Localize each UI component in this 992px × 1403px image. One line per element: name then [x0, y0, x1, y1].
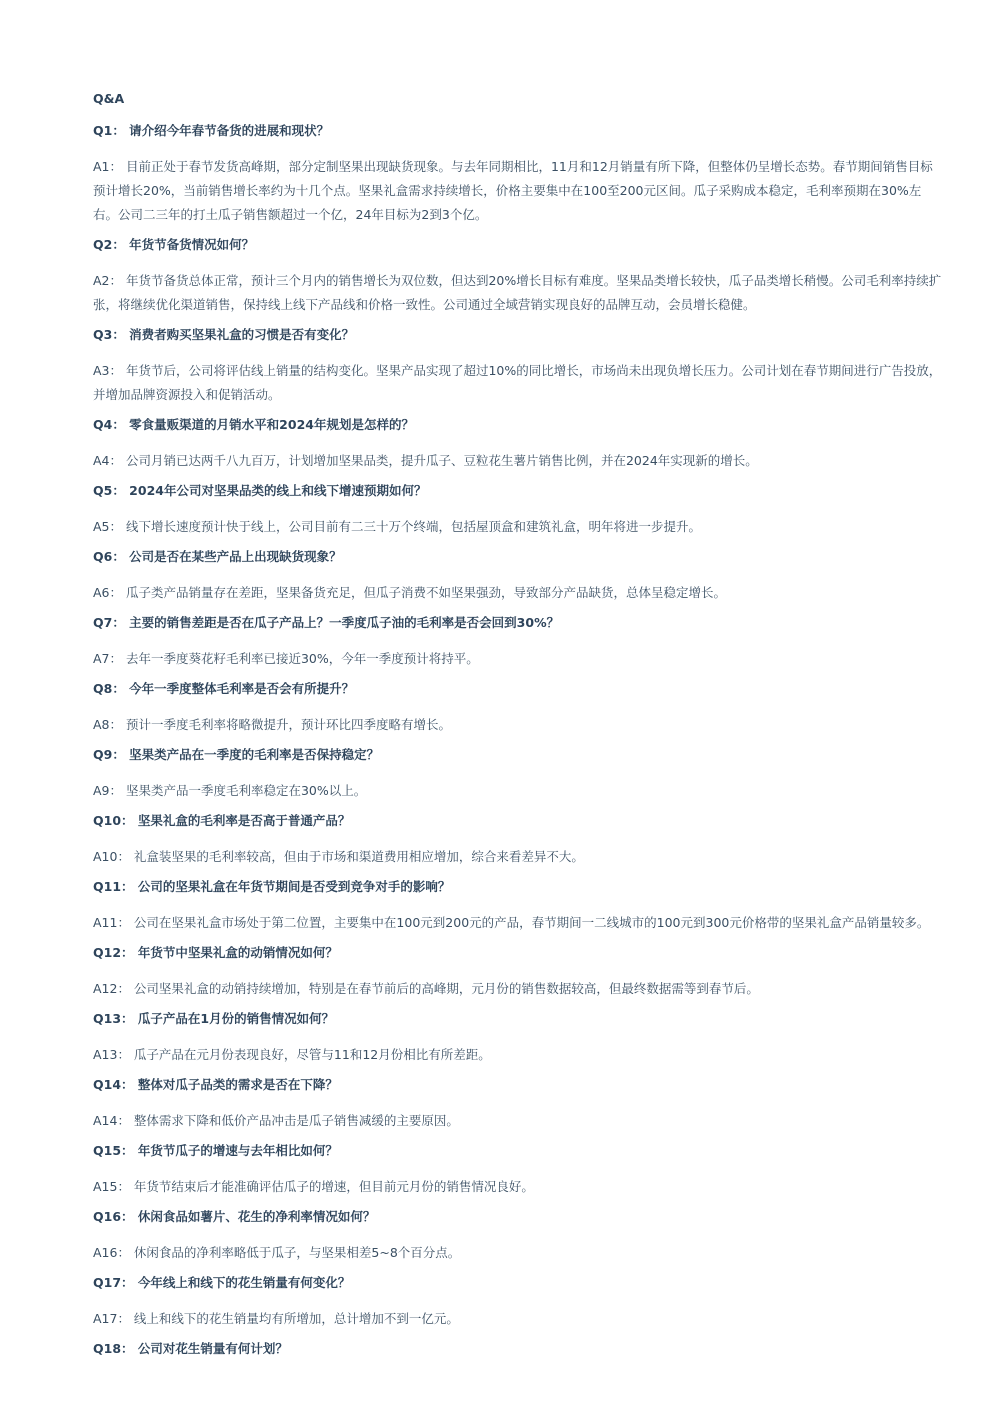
- qa-document: [93, 90, 943, 1373]
- question: Q14： 整体对瓜子品类的需求是否在下降？: [93, 1077, 338, 1092]
- answer: A1： 目前正处于春节发货高峰期，部分定制坚果出现缺货现象。与去年同期相比，11月和12月销量有所下降，但整体仍呈增长态势。春节期间销售目标预计增长20%，当前销售增长率约为十几个点。坚果礼盒需求持续增长，价格主要集中在100至200元区间。瓜子采购成本稳定，毛利率预期在30%左右。公司二三年的打土瓜子销售额超过一个亿，24年目标为2到3个亿。: [93, 159, 933, 222]
- qa-item: [93, 122, 943, 227]
- qa-item: [93, 680, 943, 737]
- answer: A8： 预计一季度毛利率将略微提升，预计环比四季度略有增长。: [93, 717, 451, 732]
- question: Q6： 公司是否在某些产品上出现缺货现象？: [93, 549, 342, 564]
- answer: A10： 礼盒装坚果的毛利率较高，但由于市场和渠道费用相应增加，综合来看差异不大。: [93, 849, 584, 864]
- page-title: Q&A: [93, 91, 125, 106]
- answer: A4： 公司月销已达两千八九百万，计划增加坚果品类，提升瓜子、豆粒花生薯片销售比例，并在2024年实现新的增长。: [93, 453, 758, 468]
- answer: A3： 年货节后，公司将评估线上销量的结构变化。坚果产品实现了超过10%的同比增长，市场尚未出现负增长压力。公司计划在春节期间进行广告投放，并增加品牌资源投入和促销活动。: [93, 363, 942, 402]
- question: Q5： 2024年公司对坚果品类的线上和线下增速预期如何？: [93, 483, 427, 498]
- question: Q17： 今年线上和线下的花生销量有何变化？: [93, 1275, 351, 1290]
- question: Q8： 今年一季度整体毛利率是否会有所提升？: [93, 681, 355, 696]
- question: Q3： 消费者购买坚果礼盒的习惯是否有变化？: [93, 327, 355, 342]
- answer: A17： 线上和线下的花生销量均有所增加，总计增加不到一亿元。: [93, 1311, 459, 1326]
- qa-item: [93, 1208, 943, 1265]
- answer: A12： 公司坚果礼盒的动销持续增加，特别是在春节前后的高峰期，元月份的销售数据较高，但最终数据需等到春节后。: [93, 981, 759, 996]
- question: Q15： 年货节瓜子的增速与去年相比如何？: [93, 1143, 338, 1158]
- qa-item: [93, 1076, 943, 1133]
- question: Q1： 请介绍今年春节备货的进展和现状？: [93, 123, 330, 138]
- answer: A6： 瓜子类产品销量存在差距，坚果备货充足，但瓜子消费不如坚果强劲，导致部分产品缺货，总体呈稳定增长。: [93, 585, 726, 600]
- qa-item: [93, 614, 943, 671]
- qa-item: [93, 878, 943, 935]
- question: Q13： 瓜子产品在1月份的销售情况如何？: [93, 1011, 335, 1026]
- qa-item: [93, 236, 943, 317]
- answer: A14： 整体需求下降和低价产品冲击是瓜子销售减缓的主要原因。: [93, 1113, 459, 1128]
- question: Q7： 主要的销售差距是否在瓜子产品上？一季度瓜子油的毛利率是否会回到30%？: [93, 615, 560, 630]
- qa-item: [93, 1010, 943, 1067]
- question: Q9： 坚果类产品在一季度的毛利率是否保持稳定？: [93, 747, 380, 762]
- qa-item: [93, 812, 943, 869]
- question: Q11： 公司的坚果礼盒在年货节期间是否受到竞争对手的影响？: [93, 879, 451, 894]
- question: Q4： 零食量贩渠道的月销水平和2024年规划是怎样的？: [93, 417, 414, 432]
- answer: A9： 坚果类产品一季度毛利率稳定在30%以上。: [93, 783, 367, 798]
- qa-item: [93, 944, 943, 1001]
- qa-item: [93, 746, 943, 803]
- answer: A13： 瓜子产品在元月份表现良好，尽管与11和12月份相比有所差距。: [93, 1047, 491, 1062]
- qa-item: [93, 1274, 943, 1331]
- question: Q16： 休闲食品如薯片、花生的净利率情况如何？: [93, 1209, 376, 1224]
- answer: A11： 公司在坚果礼盒市场处于第二位置，主要集中在100元到200元的产品，春节期间一二线城市的100元到300元价格带的坚果礼盒产品销量较多。: [93, 915, 930, 930]
- qa-item: [93, 1142, 943, 1199]
- answer: A7： 去年一季度葵花籽毛利率已接近30%，今年一季度预计将持平。: [93, 651, 479, 666]
- qa-item: [93, 1340, 943, 1358]
- qa-item: [93, 326, 943, 407]
- question: Q2： 年货节备货情况如何？: [93, 237, 255, 252]
- qa-item: [93, 482, 943, 539]
- answer: A2： 年货节备货总体正常，预计三个月内的销售增长为双位数，但达到20%增长目标有难度。坚果品类增长较快，瓜子品类增长稍慢。公司毛利率持续扩张，将继续优化渠道销售，保持线上线下产品线和价格一致性。公司通过全域营销实现良好的品牌互动，会员增长稳健。: [93, 273, 942, 312]
- qa-item: [93, 548, 943, 605]
- qa-item: [93, 416, 943, 473]
- answer: A5： 线下增长速度预计快于线上，公司目前有二三十万个终端，包括屋顶盒和建筑礼盒，明年将进一步提升。: [93, 519, 701, 534]
- question: Q12： 年货节中坚果礼盒的动销情况如何？: [93, 945, 338, 960]
- answer: A15： 年货节结束后才能准确评估瓜子的增速，但目前元月份的销售情况良好。: [93, 1179, 534, 1194]
- answer: A16： 休闲食品的净利率略低于瓜子，与坚果相差5~8个百分点。: [93, 1245, 461, 1260]
- question: Q10： 坚果礼盒的毛利率是否高于普通产品？: [93, 813, 351, 828]
- question: Q18： 公司对花生销量有何计划？: [93, 1341, 288, 1356]
